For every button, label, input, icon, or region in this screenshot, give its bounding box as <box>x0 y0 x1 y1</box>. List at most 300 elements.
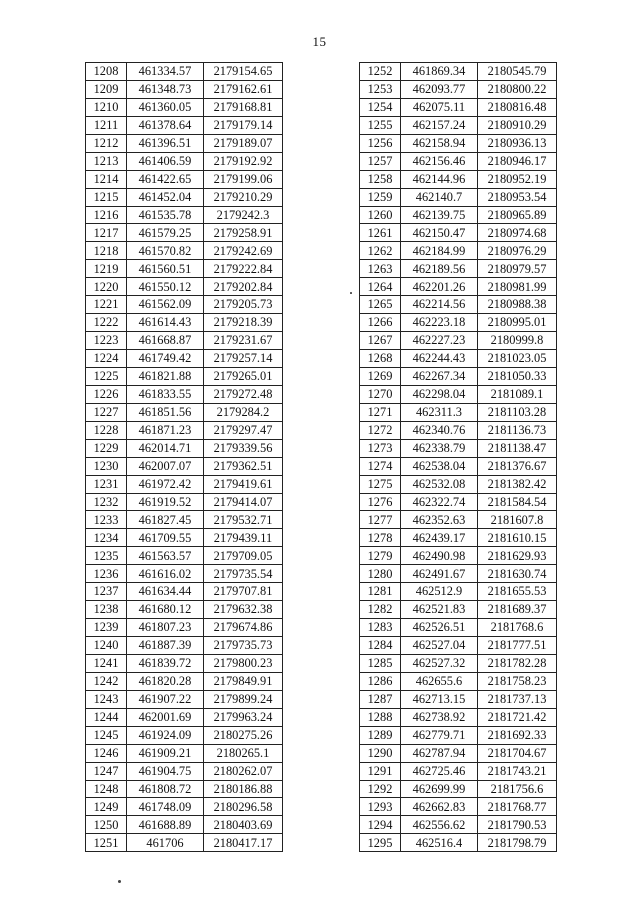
x-coordinate-cell: 461560.51 <box>127 260 204 278</box>
table-row <box>360 816 557 834</box>
point-number-cell: 1288 <box>360 708 401 726</box>
table-row <box>360 350 557 368</box>
table-row <box>86 762 283 780</box>
x-coordinate-cell: 462311.3 <box>401 403 478 421</box>
table-row <box>86 116 283 134</box>
x-coordinate-cell: 461668.87 <box>127 332 204 350</box>
point-number-cell: 1226 <box>86 385 127 403</box>
table-row <box>86 493 283 511</box>
x-coordinate-cell: 462725.46 <box>401 762 478 780</box>
table-row <box>86 278 283 296</box>
table-row <box>86 332 283 350</box>
y-coordinate-cell: 2179963.24 <box>204 708 283 726</box>
point-number-cell: 1248 <box>86 780 127 798</box>
x-coordinate-cell: 461535.78 <box>127 206 204 224</box>
x-coordinate-cell: 462713.15 <box>401 690 478 708</box>
table-row <box>86 242 283 260</box>
point-number-cell: 1251 <box>86 834 127 852</box>
x-coordinate-cell: 461909.21 <box>127 744 204 762</box>
x-coordinate-cell: 461422.65 <box>127 170 204 188</box>
y-coordinate-cell: 2179284.2 <box>204 403 283 421</box>
x-coordinate-cell: 462007.07 <box>127 457 204 475</box>
y-coordinate-cell: 2181689.37 <box>478 601 557 619</box>
table-row <box>360 260 557 278</box>
y-coordinate-cell: 2179735.73 <box>204 637 283 655</box>
x-coordinate-cell: 462439.17 <box>401 529 478 547</box>
point-number-cell: 1291 <box>360 762 401 780</box>
table-row <box>86 690 283 708</box>
table-row <box>360 798 557 816</box>
table-row <box>360 493 557 511</box>
table-row <box>86 421 283 439</box>
x-coordinate-cell: 462150.47 <box>401 224 478 242</box>
point-number-cell: 1256 <box>360 134 401 152</box>
point-number-cell: 1219 <box>86 260 127 278</box>
point-number-cell: 1237 <box>86 583 127 601</box>
x-coordinate-cell: 461807.23 <box>127 619 204 637</box>
y-coordinate-cell: 2181376.67 <box>478 457 557 475</box>
x-coordinate-cell: 462532.08 <box>401 475 478 493</box>
x-coordinate-cell: 461614.43 <box>127 314 204 332</box>
y-coordinate-cell: 2180403.69 <box>204 816 283 834</box>
table-row <box>86 224 283 242</box>
point-number-cell: 1215 <box>86 188 127 206</box>
scan-speck <box>118 880 121 883</box>
y-coordinate-cell: 2180953.54 <box>478 188 557 206</box>
x-coordinate-cell: 462157.24 <box>401 116 478 134</box>
point-number-cell: 1250 <box>86 816 127 834</box>
table-row <box>360 601 557 619</box>
y-coordinate-cell: 2181758.23 <box>478 672 557 690</box>
y-coordinate-cell: 2181743.21 <box>478 762 557 780</box>
table-row <box>86 565 283 583</box>
point-number-cell: 1221 <box>86 296 127 314</box>
x-coordinate-cell: 461562.09 <box>127 296 204 314</box>
point-number-cell: 1257 <box>360 152 401 170</box>
point-number-cell: 1209 <box>86 80 127 98</box>
table-row <box>86 619 283 637</box>
table-row <box>360 403 557 421</box>
point-number-cell: 1223 <box>86 332 127 350</box>
point-number-cell: 1208 <box>86 63 127 81</box>
x-coordinate-cell: 461688.89 <box>127 816 204 834</box>
x-coordinate-cell: 461360.05 <box>127 98 204 116</box>
y-coordinate-cell: 2179800.23 <box>204 654 283 672</box>
x-coordinate-cell: 462298.04 <box>401 385 478 403</box>
y-coordinate-cell: 2179154.65 <box>204 63 283 81</box>
point-number-cell: 1255 <box>360 116 401 134</box>
point-number-cell: 1242 <box>86 672 127 690</box>
x-coordinate-cell: 461749.42 <box>127 350 204 368</box>
x-coordinate-cell: 462526.51 <box>401 619 478 637</box>
point-number-cell: 1218 <box>86 242 127 260</box>
point-number-cell: 1279 <box>360 547 401 565</box>
point-number-cell: 1225 <box>86 367 127 385</box>
point-number-cell: 1216 <box>86 206 127 224</box>
table-row <box>86 98 283 116</box>
x-coordinate-cell: 462244.43 <box>401 350 478 368</box>
table-row <box>86 547 283 565</box>
y-coordinate-cell: 2180979.57 <box>478 260 557 278</box>
x-coordinate-cell: 461396.51 <box>127 134 204 152</box>
point-number-cell: 1246 <box>86 744 127 762</box>
y-coordinate-cell: 2180965.89 <box>478 206 557 224</box>
y-coordinate-cell: 2179168.81 <box>204 98 283 116</box>
table-row <box>360 475 557 493</box>
y-coordinate-cell: 2180417.17 <box>204 834 283 852</box>
y-coordinate-cell: 2179231.67 <box>204 332 283 350</box>
x-coordinate-cell: 462223.18 <box>401 314 478 332</box>
point-number-cell: 1240 <box>86 637 127 655</box>
scan-speck <box>350 292 352 294</box>
x-coordinate-cell: 461550.12 <box>127 278 204 296</box>
table-row <box>360 583 557 601</box>
x-coordinate-cell: 461851.56 <box>127 403 204 421</box>
point-number-cell: 1211 <box>86 116 127 134</box>
point-number-cell: 1244 <box>86 708 127 726</box>
table-row <box>86 726 283 744</box>
y-coordinate-cell: 2181610.15 <box>478 529 557 547</box>
x-coordinate-cell: 462338.79 <box>401 439 478 457</box>
point-number-cell: 1213 <box>86 152 127 170</box>
table-row <box>360 780 557 798</box>
x-coordinate-cell: 461616.02 <box>127 565 204 583</box>
table-row <box>360 206 557 224</box>
x-coordinate-cell: 462189.56 <box>401 260 478 278</box>
x-coordinate-cell: 462655.6 <box>401 672 478 690</box>
x-coordinate-cell: 461709.55 <box>127 529 204 547</box>
table-row <box>86 170 283 188</box>
point-number-cell: 1285 <box>360 654 401 672</box>
y-coordinate-cell: 2179189.07 <box>204 134 283 152</box>
point-number-cell: 1286 <box>360 672 401 690</box>
y-coordinate-cell: 2180545.79 <box>478 63 557 81</box>
x-coordinate-cell: 461887.39 <box>127 637 204 655</box>
table-row <box>86 80 283 98</box>
y-coordinate-cell: 2181630.74 <box>478 565 557 583</box>
table-row <box>86 798 283 816</box>
table-row <box>86 583 283 601</box>
y-coordinate-cell: 2181777.51 <box>478 637 557 655</box>
x-coordinate-cell: 461808.72 <box>127 780 204 798</box>
point-number-cell: 1289 <box>360 726 401 744</box>
y-coordinate-cell: 2180981.99 <box>478 278 557 296</box>
table-row <box>86 403 283 421</box>
x-coordinate-cell: 461924.09 <box>127 726 204 744</box>
x-coordinate-cell: 461827.45 <box>127 511 204 529</box>
point-number-cell: 1274 <box>360 457 401 475</box>
point-number-cell: 1263 <box>360 260 401 278</box>
y-coordinate-cell: 2181721.42 <box>478 708 557 726</box>
table-row <box>86 63 283 81</box>
y-coordinate-cell: 2179849.91 <box>204 672 283 690</box>
y-coordinate-cell: 2179532.71 <box>204 511 283 529</box>
x-coordinate-cell: 462521.83 <box>401 601 478 619</box>
table-row <box>360 708 557 726</box>
y-coordinate-cell: 2180910.29 <box>478 116 557 134</box>
y-coordinate-cell: 2181655.53 <box>478 583 557 601</box>
x-coordinate-cell: 461706 <box>127 834 204 852</box>
point-number-cell: 1212 <box>86 134 127 152</box>
point-number-cell: 1233 <box>86 511 127 529</box>
point-number-cell: 1220 <box>86 278 127 296</box>
table-row <box>86 672 283 690</box>
x-coordinate-cell: 461563.57 <box>127 547 204 565</box>
point-number-cell: 1243 <box>86 690 127 708</box>
point-number-cell: 1210 <box>86 98 127 116</box>
table-row <box>86 654 283 672</box>
table-row <box>360 619 557 637</box>
point-number-cell: 1273 <box>360 439 401 457</box>
y-coordinate-cell: 2179242.3 <box>204 206 283 224</box>
point-number-cell: 1230 <box>86 457 127 475</box>
coordinates-table-right <box>359 62 557 852</box>
table-row <box>86 439 283 457</box>
x-coordinate-cell: 462014.71 <box>127 439 204 457</box>
x-coordinate-cell: 461348.73 <box>127 80 204 98</box>
table-row <box>86 350 283 368</box>
table-row <box>360 314 557 332</box>
table-row <box>86 188 283 206</box>
point-number-cell: 1268 <box>360 350 401 368</box>
y-coordinate-cell: 2179735.54 <box>204 565 283 583</box>
table-row <box>86 314 283 332</box>
y-coordinate-cell: 2179297.47 <box>204 421 283 439</box>
point-number-cell: 1228 <box>86 421 127 439</box>
y-coordinate-cell: 2180816.48 <box>478 98 557 116</box>
y-coordinate-cell: 2180936.13 <box>478 134 557 152</box>
point-number-cell: 1236 <box>86 565 127 583</box>
y-coordinate-cell: 2180275.26 <box>204 726 283 744</box>
y-coordinate-cell: 2181089.1 <box>478 385 557 403</box>
y-coordinate-cell: 2179162.61 <box>204 80 283 98</box>
point-number-cell: 1260 <box>360 206 401 224</box>
x-coordinate-cell: 461579.25 <box>127 224 204 242</box>
table-row <box>360 170 557 188</box>
table-row <box>86 637 283 655</box>
y-coordinate-cell: 2181756.6 <box>478 780 557 798</box>
x-coordinate-cell: 461748.09 <box>127 798 204 816</box>
table-row <box>360 762 557 780</box>
y-coordinate-cell: 2179362.51 <box>204 457 283 475</box>
x-coordinate-cell: 462144.96 <box>401 170 478 188</box>
x-coordinate-cell: 462156.46 <box>401 152 478 170</box>
x-coordinate-cell: 462512.9 <box>401 583 478 601</box>
point-number-cell: 1217 <box>86 224 127 242</box>
point-number-cell: 1254 <box>360 98 401 116</box>
point-number-cell: 1280 <box>360 565 401 583</box>
x-coordinate-cell: 462322.74 <box>401 493 478 511</box>
point-number-cell: 1241 <box>86 654 127 672</box>
point-number-cell: 1271 <box>360 403 401 421</box>
y-coordinate-cell: 2180974.68 <box>478 224 557 242</box>
table-row <box>86 511 283 529</box>
point-number-cell: 1265 <box>360 296 401 314</box>
y-coordinate-cell: 2181103.28 <box>478 403 557 421</box>
table-row <box>86 816 283 834</box>
x-coordinate-cell: 462227.23 <box>401 332 478 350</box>
x-coordinate-cell: 461919.52 <box>127 493 204 511</box>
y-coordinate-cell: 2180976.29 <box>478 242 557 260</box>
table-row <box>86 134 283 152</box>
table-row <box>86 834 283 852</box>
x-coordinate-cell: 462267.34 <box>401 367 478 385</box>
x-coordinate-cell: 461871.23 <box>127 421 204 439</box>
x-coordinate-cell: 462662.83 <box>401 798 478 816</box>
point-number-cell: 1282 <box>360 601 401 619</box>
table-row <box>360 744 557 762</box>
y-coordinate-cell: 2179272.48 <box>204 385 283 403</box>
y-coordinate-cell: 2179419.61 <box>204 475 283 493</box>
table-row <box>360 134 557 152</box>
y-coordinate-cell: 2180800.22 <box>478 80 557 98</box>
x-coordinate-cell: 461821.88 <box>127 367 204 385</box>
y-coordinate-cell: 2181629.93 <box>478 547 557 565</box>
table-row <box>360 529 557 547</box>
point-number-cell: 1235 <box>86 547 127 565</box>
table-row <box>86 708 283 726</box>
y-coordinate-cell: 2179205.73 <box>204 296 283 314</box>
point-number-cell: 1266 <box>360 314 401 332</box>
x-coordinate-cell: 461570.82 <box>127 242 204 260</box>
x-coordinate-cell: 462527.32 <box>401 654 478 672</box>
y-coordinate-cell: 2180952.19 <box>478 170 557 188</box>
y-coordinate-cell: 2179242.69 <box>204 242 283 260</box>
table-row <box>86 457 283 475</box>
y-coordinate-cell: 2181737.13 <box>478 690 557 708</box>
table-row <box>86 367 283 385</box>
point-number-cell: 1259 <box>360 188 401 206</box>
table-row <box>360 332 557 350</box>
table-row <box>360 296 557 314</box>
y-coordinate-cell: 2179339.56 <box>204 439 283 457</box>
point-number-cell: 1287 <box>360 690 401 708</box>
point-number-cell: 1229 <box>86 439 127 457</box>
point-number-cell: 1239 <box>86 619 127 637</box>
y-coordinate-cell: 2180946.17 <box>478 152 557 170</box>
y-coordinate-cell: 2180999.8 <box>478 332 557 350</box>
table-row <box>360 278 557 296</box>
y-coordinate-cell: 2181584.54 <box>478 493 557 511</box>
y-coordinate-cell: 2179257.14 <box>204 350 283 368</box>
table-row <box>360 188 557 206</box>
y-coordinate-cell: 2180296.58 <box>204 798 283 816</box>
y-coordinate-cell: 2179192.92 <box>204 152 283 170</box>
x-coordinate-cell: 462201.26 <box>401 278 478 296</box>
x-coordinate-cell: 461904.75 <box>127 762 204 780</box>
table-row <box>360 511 557 529</box>
x-coordinate-cell: 462556.62 <box>401 816 478 834</box>
y-coordinate-cell: 2179899.24 <box>204 690 283 708</box>
table-row <box>360 385 557 403</box>
x-coordinate-cell: 461406.59 <box>127 152 204 170</box>
point-number-cell: 1270 <box>360 385 401 403</box>
y-coordinate-cell: 2181790.53 <box>478 816 557 834</box>
y-coordinate-cell: 2179218.39 <box>204 314 283 332</box>
point-number-cell: 1214 <box>86 170 127 188</box>
x-coordinate-cell: 461820.28 <box>127 672 204 690</box>
point-number-cell: 1290 <box>360 744 401 762</box>
point-number-cell: 1272 <box>360 421 401 439</box>
x-coordinate-cell: 461869.34 <box>401 63 478 81</box>
x-coordinate-cell: 462093.77 <box>401 80 478 98</box>
table-row <box>86 206 283 224</box>
y-coordinate-cell: 2180988.38 <box>478 296 557 314</box>
y-coordinate-cell: 2179414.07 <box>204 493 283 511</box>
table-row <box>360 367 557 385</box>
x-coordinate-cell: 461833.55 <box>127 385 204 403</box>
table-row <box>360 439 557 457</box>
x-coordinate-cell: 462075.11 <box>401 98 478 116</box>
table-row <box>360 726 557 744</box>
table-row <box>86 385 283 403</box>
page-number: 15 <box>312 34 327 49</box>
table-row <box>360 152 557 170</box>
table-row <box>86 744 283 762</box>
table-row <box>360 457 557 475</box>
x-coordinate-cell: 462001.69 <box>127 708 204 726</box>
point-number-cell: 1261 <box>360 224 401 242</box>
point-number-cell: 1269 <box>360 367 401 385</box>
y-coordinate-cell: 2179258.91 <box>204 224 283 242</box>
y-coordinate-cell: 2181050.33 <box>478 367 557 385</box>
x-coordinate-cell: 462516.4 <box>401 834 478 852</box>
point-number-cell: 1227 <box>86 403 127 421</box>
x-coordinate-cell: 461634.44 <box>127 583 204 601</box>
y-coordinate-cell: 2179265.01 <box>204 367 283 385</box>
point-number-cell: 1275 <box>360 475 401 493</box>
y-coordinate-cell: 2181692.33 <box>478 726 557 744</box>
x-coordinate-cell: 462139.75 <box>401 206 478 224</box>
point-number-cell: 1238 <box>86 601 127 619</box>
x-coordinate-cell: 462184.99 <box>401 242 478 260</box>
point-number-cell: 1278 <box>360 529 401 547</box>
y-coordinate-cell: 2180262.07 <box>204 762 283 780</box>
point-number-cell: 1258 <box>360 170 401 188</box>
x-coordinate-cell: 462158.94 <box>401 134 478 152</box>
point-number-cell: 1281 <box>360 583 401 601</box>
x-coordinate-cell: 461378.64 <box>127 116 204 134</box>
y-coordinate-cell: 2179707.81 <box>204 583 283 601</box>
x-coordinate-cell: 462214.56 <box>401 296 478 314</box>
table-row <box>360 116 557 134</box>
table-row <box>360 98 557 116</box>
y-coordinate-cell: 2179179.14 <box>204 116 283 134</box>
y-coordinate-cell: 2181136.73 <box>478 421 557 439</box>
table-row <box>360 80 557 98</box>
y-coordinate-cell: 2179632.38 <box>204 601 283 619</box>
y-coordinate-cell: 2179674.86 <box>204 619 283 637</box>
point-number-cell: 1252 <box>360 63 401 81</box>
point-number-cell: 1293 <box>360 798 401 816</box>
point-number-cell: 1231 <box>86 475 127 493</box>
table-row <box>86 296 283 314</box>
y-coordinate-cell: 2179222.84 <box>204 260 283 278</box>
y-coordinate-cell: 2181768.6 <box>478 619 557 637</box>
y-coordinate-cell: 2179709.05 <box>204 547 283 565</box>
y-coordinate-cell: 2179210.29 <box>204 188 283 206</box>
y-coordinate-cell: 2181382.42 <box>478 475 557 493</box>
table-row <box>360 690 557 708</box>
x-coordinate-cell: 462538.04 <box>401 457 478 475</box>
point-number-cell: 1224 <box>86 350 127 368</box>
table-row <box>86 475 283 493</box>
x-coordinate-cell: 462352.63 <box>401 511 478 529</box>
x-coordinate-cell: 462340.76 <box>401 421 478 439</box>
x-coordinate-cell: 462787.94 <box>401 744 478 762</box>
table-row <box>360 242 557 260</box>
x-coordinate-cell: 462490.98 <box>401 547 478 565</box>
